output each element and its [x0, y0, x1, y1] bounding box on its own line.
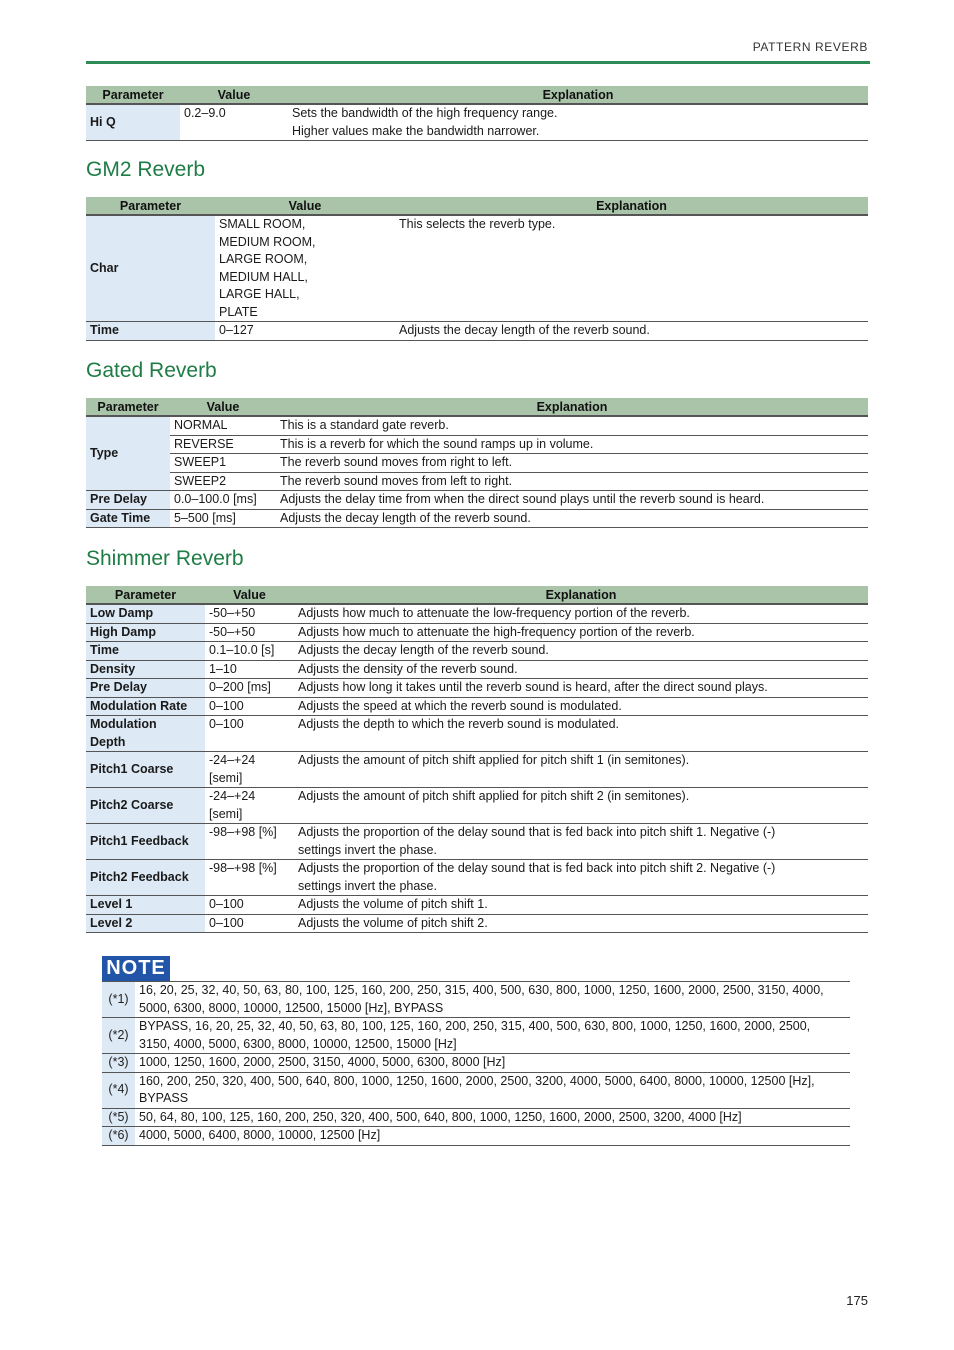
param-name: Pre Delay [86, 679, 205, 698]
param-value: 0–100 [205, 697, 294, 716]
note-ref: (*1) [102, 982, 135, 1018]
param-value: -98–+98 [%] [205, 860, 294, 896]
note-text: 160, 200, 250, 320, 400, 500, 640, 800, 1000, 1250, 1600, 2000, 2500, 3200, 4000, 5000, 6400, 8000, 10000, 12500 [Hz], BYPASS [135, 1072, 850, 1108]
param-value: 0–127 [215, 322, 395, 341]
table-row [86, 104, 868, 141]
table-row [86, 642, 868, 661]
note-ref: (*6) [102, 1127, 135, 1146]
param-explanation: Adjusts the decay length of the reverb sound. [276, 509, 868, 528]
table-header-row [86, 586, 868, 604]
header-rule [86, 61, 870, 64]
param-value: REVERSE [170, 435, 276, 454]
param-name: Pitch2 Coarse [86, 788, 205, 824]
note-ref: (*2) [102, 1018, 135, 1054]
param-explanation: The reverb sound moves from right to left. [276, 454, 868, 473]
col-header-explanation: Explanation [294, 586, 868, 604]
note-row [102, 1054, 850, 1073]
param-value: 0.0–100.0 [ms] [170, 491, 276, 510]
param-value: 0–200 [ms] [205, 679, 294, 698]
param-name: Type [86, 416, 170, 491]
section-title-gm2-reverb: GM2 Reverb [86, 158, 206, 181]
param-explanation: Adjusts the decay length of the reverb sound. [395, 322, 868, 341]
param-value: 1–10 [205, 660, 294, 679]
col-header-parameter: Parameter [86, 197, 215, 215]
param-value: SWEEP1 [170, 454, 276, 473]
note-row [102, 1018, 850, 1054]
param-name: Pitch1 Coarse [86, 752, 205, 788]
param-explanation: Adjusts the amount of pitch shift applied for pitch shift 1 (in semitones). [294, 752, 868, 788]
table-row [86, 697, 868, 716]
table-row [86, 491, 868, 510]
col-header-parameter: Parameter [86, 86, 180, 104]
table-row [86, 824, 868, 860]
col-header-value: Value [170, 398, 276, 416]
param-explanation: Sets the bandwidth of the high frequency range. Higher values make the bandwidth narrower. [288, 104, 868, 141]
param-name: Time [86, 642, 205, 661]
param-explanation: Adjusts how long it takes until the reverb sound is heard, after the direct sound plays. [294, 679, 868, 698]
section-title-gated-reverb: Gated Reverb [86, 359, 217, 382]
table-header-row [86, 398, 868, 416]
table-row [86, 679, 868, 698]
param-value: 0–100 [205, 716, 294, 752]
note-text: 16, 20, 25, 32, 40, 50, 63, 80, 100, 125, 160, 200, 250, 315, 400, 500, 630, 800, 1000, 1250, 1600, 2000, 2500, 3150, 4000, 5000, 6300, 8000, 10000, 12500, 15000 [Hz], BYPASS [135, 982, 850, 1018]
section-title-shimmer-reverb: Shimmer Reverb [86, 547, 244, 570]
note-row [102, 982, 850, 1018]
note-ref: (*4) [102, 1072, 135, 1108]
param-explanation: The reverb sound moves from left to right. [276, 472, 868, 491]
param-value: -24–+24 [semi] [205, 752, 294, 788]
table-row [86, 914, 868, 933]
table-row [86, 752, 868, 788]
note-ref: (*5) [102, 1108, 135, 1127]
col-header-parameter: Parameter [86, 398, 170, 416]
param-name: Modulation Rate [86, 697, 205, 716]
col-header-explanation: Explanation [288, 86, 868, 104]
param-name: High Damp [86, 623, 205, 642]
param-name: Modulation Depth [86, 716, 205, 752]
param-explanation: Adjusts the volume of pitch shift 1. [294, 896, 868, 915]
note-badge: NOTE [102, 956, 170, 981]
param-value: 0–100 [205, 896, 294, 915]
param-name: Pitch1 Feedback [86, 824, 205, 860]
param-name: Level 2 [86, 914, 205, 933]
param-explanation: Adjusts the proportion of the delay sound that is fed back into pitch shift 2. Negative (-) settings invert the phase. [294, 860, 868, 896]
shimmer-reverb-table [86, 586, 868, 933]
param-explanation: Adjusts the depth to which the reverb sound is modulated. [294, 716, 868, 752]
col-header-value: Value [215, 197, 395, 215]
table-row [86, 472, 868, 491]
param-value: 0.2–9.0 [180, 104, 288, 141]
param-explanation: Adjusts the volume of pitch shift 2. [294, 914, 868, 933]
note-table [102, 981, 850, 1146]
param-explanation: Adjusts the proportion of the delay sound that is fed back into pitch shift 1. Negative (-) settings invert the phase. [294, 824, 868, 860]
param-explanation: This selects the reverb type. [395, 215, 868, 322]
param-name: Low Damp [86, 604, 205, 623]
col-header-value: Value [180, 86, 288, 104]
table-row [86, 716, 868, 752]
gated-reverb-table [86, 398, 868, 528]
table-row [86, 454, 868, 473]
param-value: -24–+24 [semi] [205, 788, 294, 824]
table-row [86, 788, 868, 824]
note-text: BYPASS, 16, 20, 25, 32, 40, 50, 63, 80, 100, 125, 160, 200, 250, 315, 400, 500, 630, 800, 1000, 1250, 1600, 2000, 2500, 3150, 4000, 5000, 6300, 8000, 10000, 12500, 15000 [Hz] [135, 1018, 850, 1054]
table-row [86, 416, 868, 435]
param-value: 0.1–10.0 [s] [205, 642, 294, 661]
param-explanation: Adjusts the speed at which the reverb sound is modulated. [294, 697, 868, 716]
param-value: -50–+50 [205, 604, 294, 623]
page-number: 175 [846, 1293, 868, 1308]
gm2-reverb-table [86, 197, 868, 341]
note-text: 1000, 1250, 1600, 2000, 2500, 3150, 4000, 5000, 6300, 8000 [Hz] [135, 1054, 850, 1073]
col-header-explanation: Explanation [395, 197, 868, 215]
param-explanation: Adjusts how much to attenuate the low-frequency portion of the reverb. [294, 604, 868, 623]
table-row [86, 215, 868, 322]
param-name: Char [86, 215, 215, 322]
param-name: Pre Delay [86, 491, 170, 510]
hi-q-table [86, 86, 868, 141]
param-value: SWEEP2 [170, 472, 276, 491]
param-value: 0–100 [205, 914, 294, 933]
param-value: SMALL ROOM, MEDIUM ROOM, LARGE ROOM, MEDIUM HALL, LARGE HALL, PLATE [215, 215, 395, 322]
col-header-explanation: Explanation [276, 398, 868, 416]
param-explanation: Adjusts the amount of pitch shift applied for pitch shift 2 (in semitones). [294, 788, 868, 824]
param-name: Density [86, 660, 205, 679]
param-name: Pitch2 Feedback [86, 860, 205, 896]
note-row [102, 1127, 850, 1146]
param-explanation: This is a standard gate reverb. [276, 416, 868, 435]
note-text: 50, 64, 80, 100, 125, 160, 200, 250, 320, 400, 500, 640, 800, 1000, 1250, 1600, 2000, 2500, 3200, 4000 [Hz] [135, 1108, 850, 1127]
note-row [102, 1072, 850, 1108]
param-explanation: This is a reverb for which the sound ramps up in volume. [276, 435, 868, 454]
param-name: Time [86, 322, 215, 341]
param-explanation: Adjusts the density of the reverb sound. [294, 660, 868, 679]
param-explanation: Adjusts the delay time from when the direct sound plays until the reverb sound is heard. [276, 491, 868, 510]
table-header-row [86, 197, 868, 215]
param-name: Gate Time [86, 509, 170, 528]
table-row [86, 896, 868, 915]
param-explanation: Adjusts the decay length of the reverb sound. [294, 642, 868, 661]
table-row [86, 660, 868, 679]
param-value: NORMAL [170, 416, 276, 435]
param-value: -98–+98 [%] [205, 824, 294, 860]
note-row [102, 1108, 850, 1127]
table-row [86, 860, 868, 896]
table-header-row [86, 86, 868, 104]
col-header-parameter: Parameter [86, 586, 205, 604]
param-name: Level 1 [86, 896, 205, 915]
note-text: 4000, 5000, 6400, 8000, 10000, 12500 [Hz] [135, 1127, 850, 1146]
table-row [86, 604, 868, 623]
param-explanation: Adjusts how much to attenuate the high-frequency portion of the reverb. [294, 623, 868, 642]
param-value: 5–500 [ms] [170, 509, 276, 528]
param-name: Hi Q [86, 104, 180, 141]
table-row [86, 509, 868, 528]
table-row [86, 322, 868, 341]
param-value: -50–+50 [205, 623, 294, 642]
table-row [86, 623, 868, 642]
note-ref: (*3) [102, 1054, 135, 1073]
running-header: PATTERN REVERB [752, 40, 868, 54]
table-row [86, 435, 868, 454]
col-header-value: Value [205, 586, 294, 604]
